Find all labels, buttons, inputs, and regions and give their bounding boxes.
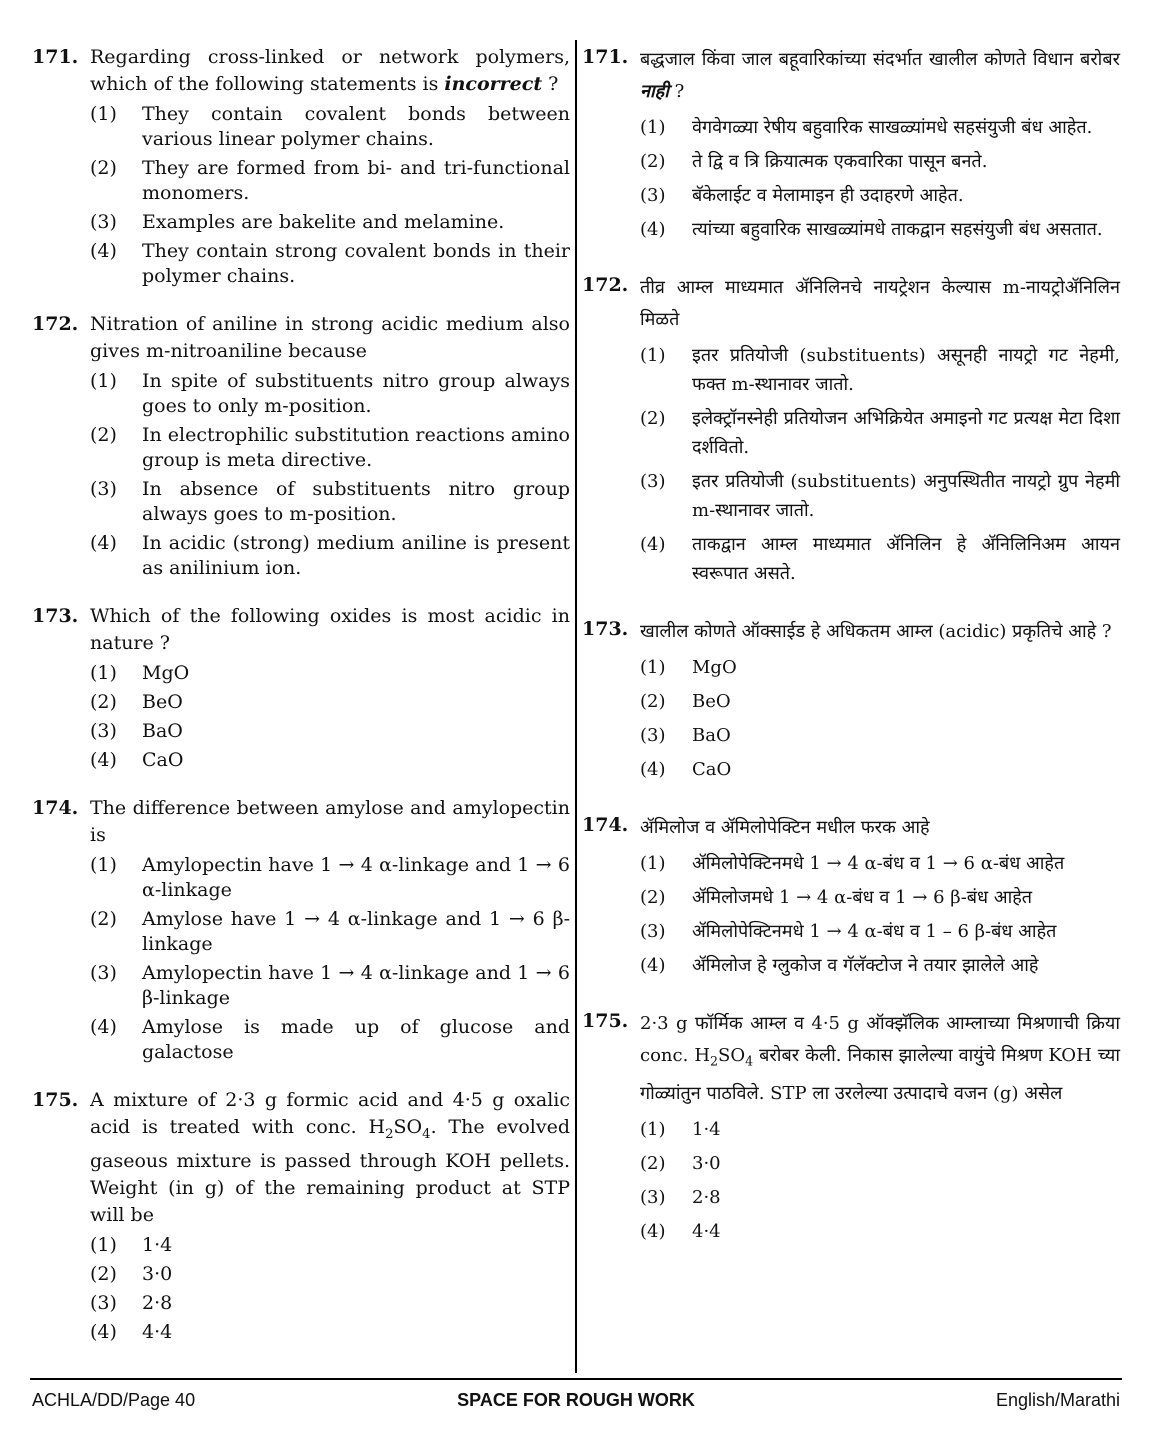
option-4: (4) They contain strong covalent bonds in their polymer chains. xyxy=(90,240,570,287)
option-4: (4) त्यांच्या बहुवारिक साखळ्यांमधे ताकद्वान सहसंयुजी बंध असतात. xyxy=(640,219,1103,240)
question-text: The difference between amylose and amylopectin is xyxy=(90,797,570,846)
question-172-en xyxy=(32,311,570,581)
question-text: खालील कोणते ऑक्साईड हे अधिकतम आम्ल (acidic) प्रकृतिचे आहे ? xyxy=(640,621,1112,642)
question-175-en xyxy=(32,1087,570,1345)
option-4: (4) In acidic (strong) medium aniline is present as anilinium ion. xyxy=(90,532,570,579)
question-number: 172. xyxy=(582,274,629,296)
option-2: (2) इलेक्ट्रॉनस्नेही प्रतियोजन अभिक्रियेत अमाइनो गट प्रत्यक्ष मेटा दिशा दर्शवितो. xyxy=(640,408,1120,458)
option-4: (4) CaO xyxy=(640,759,732,780)
rough-work-label: SPACE FOR ROUGH WORK xyxy=(457,1390,695,1410)
option-3: (3) 2·8 xyxy=(640,1186,721,1208)
option-2: (2) 3·0 xyxy=(640,1152,721,1174)
option-2: (2) ॲमिलोजमधे 1 → 4 α-बंध व 1 → 6 β-बंध आहेत xyxy=(640,887,1033,908)
question-173-mr xyxy=(582,616,1120,784)
option-4: (4) 4·4 xyxy=(90,1320,173,1343)
question-number: 171. xyxy=(32,46,79,68)
option-3: (3) बॅकेलाईट व मेलामाइन ही उदाहरणे आहेत. xyxy=(640,185,964,206)
option-1: (1) They contain covalent bonds between various linear polymer chains. xyxy=(90,103,570,150)
option-2: (2) BeO xyxy=(640,691,731,712)
english-column xyxy=(32,44,570,1367)
option-3: (3) In absence of substituents nitro group always goes to m-position. xyxy=(90,478,570,525)
question-number: 173. xyxy=(582,618,629,640)
option-2: (2) They are formed from bi- and tri-functional monomers. xyxy=(90,157,570,204)
question-172-mr xyxy=(582,272,1120,588)
option-1: (1) 1·4 xyxy=(640,1118,721,1140)
option-3: (3) 2·8 xyxy=(90,1291,173,1314)
question-175-mr xyxy=(582,1008,1120,1246)
question-text: Which of the following oxides is most acidic in nature ? xyxy=(90,605,570,654)
option-1: (1) MgO xyxy=(640,657,737,678)
question-171-mr xyxy=(582,44,1120,244)
option-4: (4) CaO xyxy=(90,749,184,771)
option-2: (2) BeO xyxy=(90,691,183,713)
option-3: (3) Examples are bakelite and melamine. xyxy=(90,211,505,233)
question-number: 174. xyxy=(32,797,79,819)
option-1: (1) Amylopectin have 1 → 4 α-linkage and 1 → 6 α-linkage xyxy=(90,854,570,901)
option-1: (1) 1·4 xyxy=(90,1233,173,1256)
option-4: (4) Amylose is made up of glucose and galactose xyxy=(90,1016,570,1063)
question-number: 175. xyxy=(582,1010,629,1032)
column-divider xyxy=(575,40,577,1373)
option-4: (4) ताकद्वान आम्ल माध्यमात ॲनिलिन हे ॲनिलिनिअम आयन स्वरूपात असते. xyxy=(640,534,1120,584)
option-2: (2) 3·0 xyxy=(90,1262,173,1285)
emphasis-nahi: नाही xyxy=(640,81,669,102)
question-text: ॲमिलोज व ॲमिलोपेक्टिन मधील फरक आहे xyxy=(640,817,930,838)
option-4: (4) ॲमिलोज हे ग्लुकोज व गॅलॅक्टोज ने तयार झालेले आहे xyxy=(640,955,1039,976)
question-number: 172. xyxy=(32,313,79,335)
option-2: (2) Amylose have 1 → 4 α-linkage and 1 → 6 β-linkage xyxy=(90,908,570,955)
option-1: (1) MgO xyxy=(90,662,190,684)
question-text: बद्धजाल किंवा जाल बहूवारिकांच्या संदर्भात खालील कोणते विधान बरोबर नाही ? xyxy=(640,49,1120,102)
option-1: (1) In spite of substituents nitro group always goes to only m-position. xyxy=(90,370,570,417)
question-171-en xyxy=(32,44,570,289)
option-3: (3) ॲमिलोपेक्टिनमधे 1 → 4 α-बंध व 1 – 6 β-बंध आहेत xyxy=(640,921,1057,942)
question-number: 171. xyxy=(582,46,629,68)
question-173-en xyxy=(32,603,570,773)
question-number: 175. xyxy=(32,1089,79,1111)
option-4: (4) 4·4 xyxy=(640,1220,721,1242)
question-174-mr xyxy=(582,812,1120,980)
option-3: (3) इतर प्रतियोजी (substituents) अनुपस्थितीत नायट्रो ग्रुप नेहमी m-स्थानावर जातो. xyxy=(640,471,1120,521)
marathi-column xyxy=(582,44,1120,1268)
option-2: (2) ते द्वि व त्रि क्रियात्मक एकवारिका पासून बनते. xyxy=(640,151,988,172)
footer-divider xyxy=(30,1378,1122,1380)
question-174-en xyxy=(32,795,570,1065)
language-label: English/Marathi xyxy=(995,1390,1120,1410)
option-1: (1) वेगवेगळ्या रेषीय बहुवारिक साखळ्यांमधे सहसंयुजी बंध आहेत. xyxy=(640,117,1093,138)
question-text: A mixture of 2·3 g formic acid and 4·5 g oxalic acid is treated with conc. $H_2SO_4$. The evolved gaseous mixture is passed through KOH pellets. Weight (in g) of the remaining product at STP will be xyxy=(90,1089,570,1226)
option-3: (3) BaO xyxy=(640,725,731,746)
option-3: (3) Amylopectin have 1 → 4 α-linkage and 1 → 6 β-linkage xyxy=(90,962,570,1009)
option-1: (1) इतर प्रतियोजी (substituents) असूनही नायट्रो गट नेहमी, फक्त m-स्थानावर जातो. xyxy=(640,345,1120,395)
question-text: 2·3 g फॉर्मिक आम्ल व 4·5 g ऑक्झॅलिक आम्लाच्या मिश्रणाची क्रिया conc. $H_2SO_4$ बरोबर केली. निकास झालेल्या वायुंचे मिश्रण KOH च्या गोळ्यांतुन पाठविले. STP ला उरलेल्या उत्पादाचे वजन (g) असेल xyxy=(640,1013,1120,1104)
question-number: 174. xyxy=(582,814,629,836)
question-text: तीव्र आम्ल माध्यमात ॲनिलिनचे नायट्रेशन केल्यास m-नायट्रोॲनिलिन मिळते xyxy=(640,277,1120,330)
option-1: (1) ॲमिलोपेक्टिनमधे 1 → 4 α-बंध व 1 → 6 α-बंध आहेत xyxy=(640,853,1065,874)
option-2: (2) In electrophilic substitution reactions amino group is meta directive. xyxy=(90,424,570,471)
question-text: Nitration of aniline in strong acidic medium also gives m-nitroaniline because xyxy=(90,313,570,362)
question-number: 173. xyxy=(32,605,79,627)
emphasis-incorrect: incorrect xyxy=(444,73,543,95)
option-3: (3) BaO xyxy=(90,720,183,742)
question-text: Regarding cross-linked or network polymers, which of the following statements is incorrect ? xyxy=(90,46,570,95)
page-id: ACHLA/DD/Page 40 xyxy=(32,1390,196,1410)
